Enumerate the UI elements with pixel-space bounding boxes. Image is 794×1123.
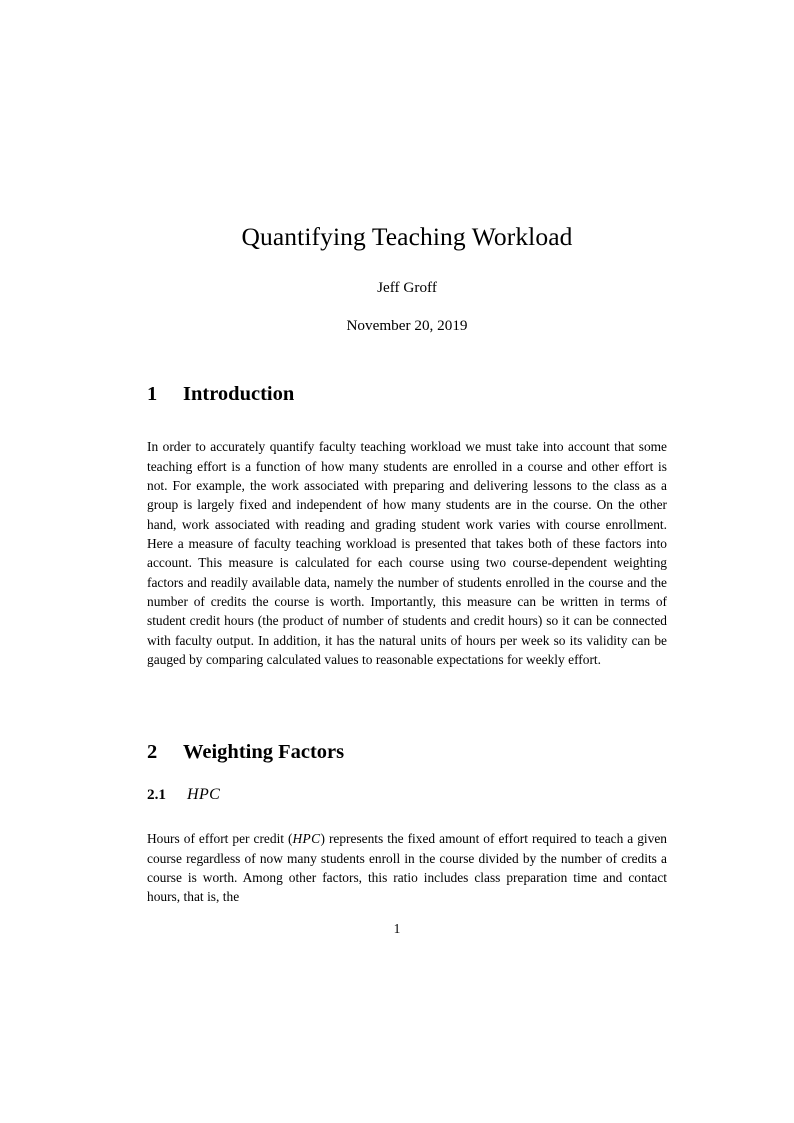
section-title: Introduction — [183, 383, 295, 405]
section-heading-weighting-factors — [147, 740, 667, 765]
page-number-footer: 1 — [393, 921, 401, 936]
section-number: 1 — [147, 383, 158, 405]
paragraph-introduction: In order to accurately quantify faculty teaching workload we must take into account that some teaching effort is a function of how many students are enrolled in a course and other effort is not. For example, the work associated with preparing and delivering lessons to the class as a group is largely fixed and independent of how many students are in the course. On the other hand, work associated with reading and grading student work varies with course enrollment. Here a measure of faculty teaching workload is presented that takes both of these factors into account. This measure is calculated for each course using two course-dependent weighting factors and readily available data, namely the number of students enrolled in the course and the number of credits the course is worth. Importantly, this measure can be written in terms of student credit hours (the product of number of students and credit hours) so it can be connected with faculty output. In addition, it has the natural units of hours per week so its validity can be gauged by comparing calculated values to reasonable expectations for weekly effort. — [147, 439, 667, 668]
section-number: 2 — [147, 741, 158, 763]
author-name: Jeff Groff — [377, 279, 437, 296]
section-title: Weighting Factors — [183, 741, 345, 763]
paragraph-hpc — [147, 829, 667, 906]
inline-math-hpc: HPC — [292, 831, 321, 847]
publication-date: November 20, 2019 — [346, 317, 468, 334]
subsection-heading-hpc — [147, 785, 667, 804]
subsection-title-math: HPC — [187, 786, 221, 803]
paragraph-hpc-text-after: ) represents the fixed amount of effort required to teach a given course regardless of now many students enroll in the course divided by the number of credits a course is worth. Among other factors, this ratio includes class preparation time and contact hours, that is, the — [147, 831, 667, 905]
subsection-number: 2.1 — [147, 786, 166, 803]
page-title: Quantifying Teaching Workload — [241, 222, 573, 251]
paragraph-hpc-text-before: Hours of effort per credit ( — [147, 831, 293, 847]
section-heading-introduction — [147, 382, 667, 407]
